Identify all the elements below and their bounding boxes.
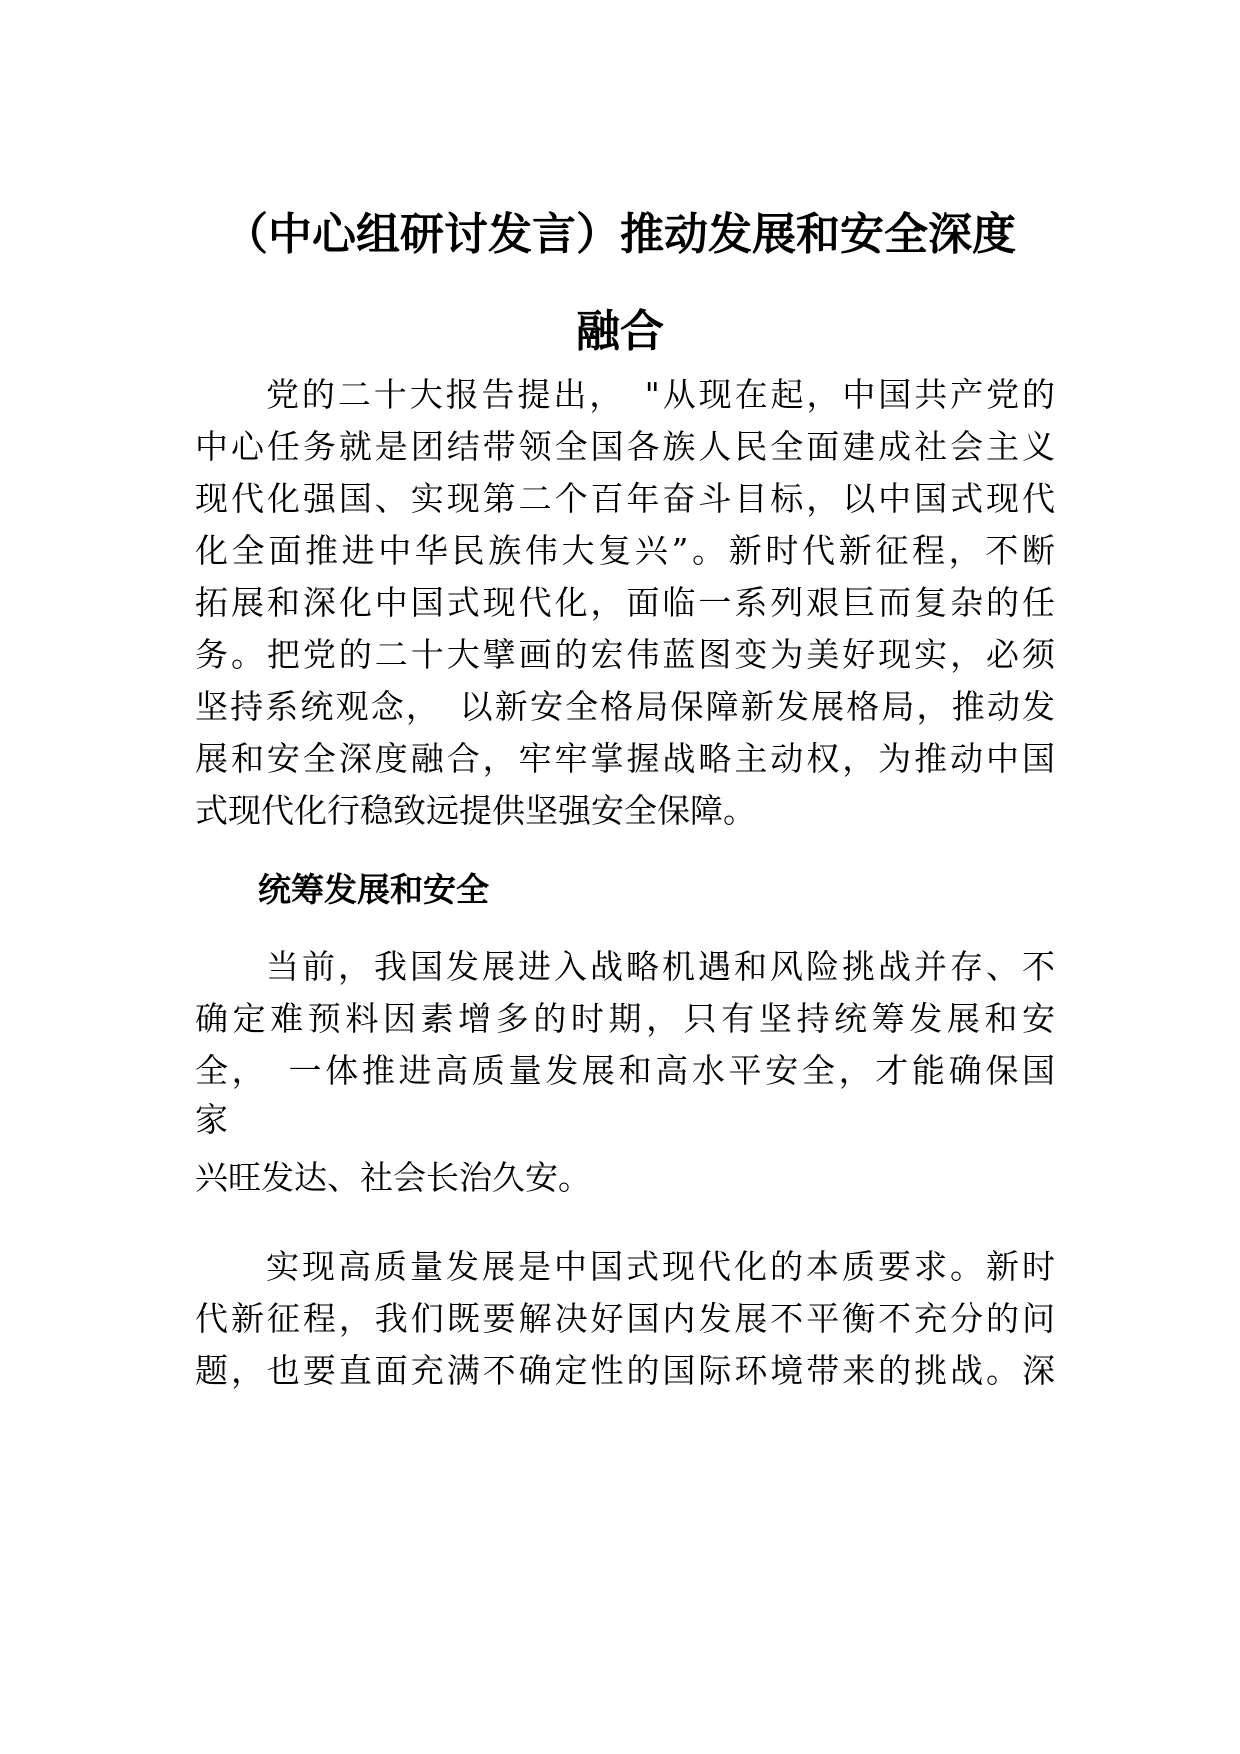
document-title-line-2: 融合 xyxy=(576,306,664,357)
paragraph-line: 题，也要直面充满不确定性的国际环境带来的挑战。深 xyxy=(195,1351,1055,1390)
paragraph-line: 现代化强国、实现第二个百年奋斗目标，以中国式现代 xyxy=(195,479,1055,518)
paragraph-line: 实现高质量发展是中国式现代化的本质要求。新时 xyxy=(266,1247,1055,1286)
paragraph-line: 党的二十大报告提出， "从现在起，中国共产党的 xyxy=(266,375,1055,414)
section-heading: 统筹发展和安全 xyxy=(258,870,489,909)
paragraph-line: 兴旺发达、社会长治久安。 xyxy=(195,1158,591,1197)
paragraph-line: 坚持系统观念， 以新安全格局保障新发展格局，推动发 xyxy=(195,687,1055,726)
paragraph-line: 展和安全深度融合，牢牢掌握战略主动权，为推动中国 xyxy=(195,739,1055,778)
paragraph-line: 拓展和深化中国式现代化，面临一系列艰巨而复杂的任 xyxy=(195,583,1055,622)
paragraph-line: 全， 一体推进高质量发展和高水平安全，才能确保国 xyxy=(195,1051,1055,1090)
paragraph-line: 中心任务就是团结带领全国各族人民全面建成社会主义 xyxy=(195,427,1055,466)
paragraph-line: 家 xyxy=(195,1100,228,1139)
paragraph-line: 化全面推进中华民族伟大复兴”。新时代新征程，不断 xyxy=(195,531,1055,570)
paragraph-line: 当前，我国发展进入战略机遇和风险挑战并存、不 xyxy=(266,947,1055,986)
document-title-line-1: （中心组研讨发言）推动发展和安全深度 xyxy=(224,209,1016,260)
paragraph-line: 式现代化行稳致远提供坚强安全保障。 xyxy=(195,791,756,830)
paragraph-line: 代新征程，我们既要解决好国内发展不平衡不充分的问 xyxy=(195,1299,1055,1338)
paragraph-line: 确定难预料因素增多的时期，只有坚持统筹发展和安 xyxy=(195,999,1055,1038)
paragraph-line: 务。把党的二十大擘画的宏伟蓝图变为美好现实，必须 xyxy=(195,635,1055,674)
